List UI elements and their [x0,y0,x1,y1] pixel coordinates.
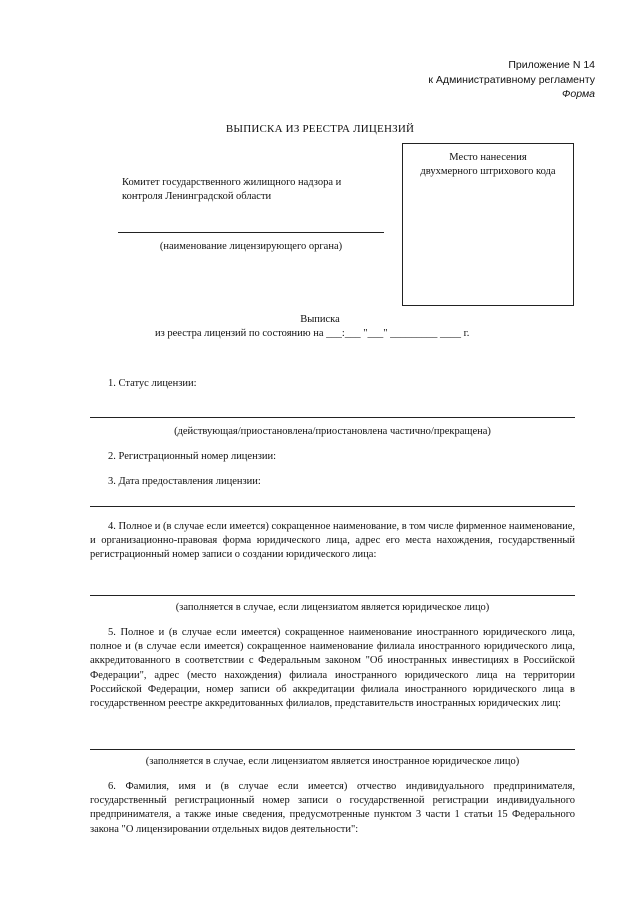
regulation-reference: к Административному регламенту [428,73,595,86]
item4-text: 4. Полное и (в случае если имеется) сокращенное наименование, в том числе фирменное наименование, и организационно-правовая форма юридического лица, адрес его места нахождения, государственный регистрационный номер записи о создании юридического лица: [90,521,575,561]
item5-fill-line [90,749,575,750]
barcode-label-line2: двухмерного штрихового кода [420,166,556,178]
status-fill-line [90,417,575,418]
barcode-label-line1: Место нанесения [449,152,527,163]
date-fill-line [90,506,575,507]
authority-caption: (наименование лицензирующего органа) [159,241,343,252]
form-label: Форма [562,88,595,101]
authority-line2: контроля Ленинградской области [122,191,272,203]
extract-title: Выписка [300,314,340,325]
barcode-placeholder-box [402,143,574,306]
appendix-number: Приложение N 14 [508,59,595,71]
status-caption: (действующая/приостановлена/приостановлена частично/прекращена) [174,426,491,437]
authority-underline [118,232,384,233]
item6-text: 6. Фамилия, имя и (в случае если имеется) отчество индивидуального предпринимателя, государственный регистрационный номер записи о государственной регистрации индивидуального предпринимателя, а также иные сведения, предусмотренные пунктом 3 части 1 статьи 15 Федерального закона "О лицензировании отдельных видов деятельности": [90,781,575,835]
licensing-authority-name [122,176,392,204]
item4-caption: (заполняется в случае, если лицензиатом является юридическое лицо) [175,602,490,613]
extract-subtitle: из реестра лицензий по состоянию на ___:___ "___" _________ ____ г. [155,328,470,339]
item4-fill-line [90,595,575,596]
item-date-label: 3. Дата предоставления лицензии: [108,476,261,487]
document-header [428,58,595,102]
item-reg-number-label: 2. Регистрационный номер лицензии: [108,451,277,462]
authority-line1: Комитет государственного жилищного надзора и [122,177,342,188]
document-title: ВЫПИСКА ИЗ РЕЕСТРА ЛИЦЕНЗИЙ [225,123,415,135]
item5-text: 5. Полное и (в случае если имеется) сокращенное наименование иностранного юридического лица, полное и (в случае если имеется) сокращенное наименование филиала иностранного юридического лица, аккредитованного в соответствии с Федеральным законом "Об иностранных инвестициях в Российской Федерации", адрес (место нахождения) филиала иностранного юридического лица на территории Российской Федерации, номер записи об аккредитации филиала иностранного юридического лица в государственном реестре аккредитованных филиалов, представительств иностранных юридических лиц: [90,627,575,709]
item5-caption: (заполняется в случае, если лицензиатом является иностранное юридическое лицо) [145,756,520,767]
item-status-label: 1. Статус лицензии: [108,378,197,389]
